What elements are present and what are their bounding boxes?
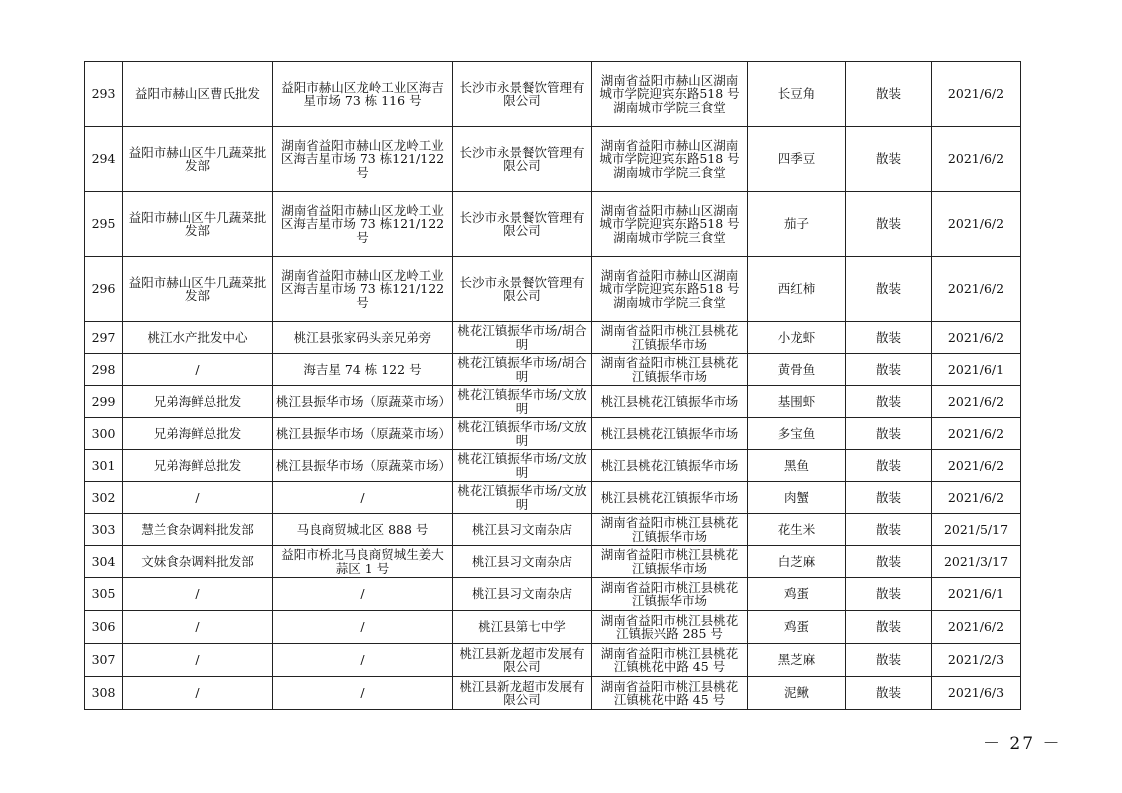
row-number-cell: 303 <box>85 514 123 546</box>
row-number-cell: 308 <box>85 677 123 710</box>
buyer-name-cell: 桃江县新龙超市发展有限公司 <box>453 644 592 677</box>
supplier-name-cell: 桃江水产批发中心 <box>123 322 273 354</box>
buyer-address-cell: 湖南省益阳市赫山区湖南城市学院迎宾东路518 号湖南城市学院三食堂 <box>592 127 748 192</box>
supplier-address-cell: 马良商贸城北区 888 号 <box>273 514 453 546</box>
table-row <box>85 514 1021 546</box>
row-number-cell: 293 <box>85 62 123 127</box>
date-cell: 2021/6/2 <box>932 611 1021 644</box>
product-name-cell: 白芝麻 <box>748 546 846 578</box>
page-number: － 27 － <box>983 734 1062 754</box>
supplier-address-cell: 桃江县张家码头亲兄弟旁 <box>273 322 453 354</box>
row-number-cell: 305 <box>85 578 123 611</box>
buyer-name-cell: 长沙市永景餐饮管理有限公司 <box>453 257 592 322</box>
row-number-cell: 294 <box>85 127 123 192</box>
table-row <box>85 677 1021 710</box>
table-row <box>85 354 1021 386</box>
package-type-cell: 散装 <box>846 257 932 322</box>
buyer-name-cell: 桃花江镇振华市场/文放明 <box>453 450 592 482</box>
table-row <box>85 546 1021 578</box>
supplier-name-cell: / <box>123 578 273 611</box>
buyer-address-cell: 湖南省益阳市桃江县桃花江镇振华市场 <box>592 514 748 546</box>
package-type-cell: 散装 <box>846 354 932 386</box>
package-type-cell: 散装 <box>846 482 932 514</box>
buyer-name-cell: 长沙市永景餐饮管理有限公司 <box>453 192 592 257</box>
table-row <box>85 386 1021 418</box>
package-type-cell: 散装 <box>846 644 932 677</box>
product-name-cell: 西红柿 <box>748 257 846 322</box>
buyer-address-cell: 湖南省益阳市桃江县桃花江镇振华市场 <box>592 546 748 578</box>
table-row <box>85 482 1021 514</box>
date-cell: 2021/6/1 <box>932 578 1021 611</box>
supplier-name-cell: 益阳市赫山区曹氏批发 <box>123 62 273 127</box>
product-name-cell: 泥鳅 <box>748 677 846 710</box>
table-row <box>85 62 1021 127</box>
package-type-cell: 散装 <box>846 450 932 482</box>
supplier-address-cell: 益阳市赫山区龙岭工业区海吉星市场 73 栋 116 号 <box>273 62 453 127</box>
supplier-address-cell: 海吉星 74 栋 122 号 <box>273 354 453 386</box>
product-name-cell: 鸡蛋 <box>748 611 846 644</box>
table-row <box>85 127 1021 192</box>
buyer-name-cell: 桃花江镇振华市场/文放明 <box>453 386 592 418</box>
table-row <box>85 257 1021 322</box>
date-cell: 2021/6/2 <box>932 482 1021 514</box>
package-type-cell: 散装 <box>846 386 932 418</box>
table-row <box>85 418 1021 450</box>
buyer-address-cell: 湖南省益阳市桃江县桃花江镇桃花中路 45 号 <box>592 644 748 677</box>
product-name-cell: 黑芝麻 <box>748 644 846 677</box>
supplier-address-cell: 湖南省益阳市赫山区龙岭工业区海吉星市场 73 栋121/122 号 <box>273 192 453 257</box>
buyer-name-cell: 长沙市永景餐饮管理有限公司 <box>453 62 592 127</box>
supplier-address-cell: 湖南省益阳市赫山区龙岭工业区海吉星市场 73 栋121/122 号 <box>273 127 453 192</box>
product-name-cell: 黑鱼 <box>748 450 846 482</box>
supplier-address-cell: 桃江县振华市场（原蔬菜市场） <box>273 418 453 450</box>
supplier-name-cell: / <box>123 482 273 514</box>
row-number-cell: 307 <box>85 644 123 677</box>
supplier-address-cell: / <box>273 611 453 644</box>
supplier-name-cell: / <box>123 611 273 644</box>
buyer-address-cell: 湖南省益阳市桃江县桃花江镇桃花中路 45 号 <box>592 677 748 710</box>
package-type-cell: 散装 <box>846 127 932 192</box>
row-number-cell: 304 <box>85 546 123 578</box>
product-name-cell: 黄骨鱼 <box>748 354 846 386</box>
product-name-cell: 肉蟹 <box>748 482 846 514</box>
table-row <box>85 644 1021 677</box>
row-number-cell: 299 <box>85 386 123 418</box>
buyer-address-cell: 湖南省益阳市赫山区湖南城市学院迎宾东路518 号湖南城市学院三食堂 <box>592 257 748 322</box>
product-name-cell: 花生米 <box>748 514 846 546</box>
date-cell: 2021/6/1 <box>932 354 1021 386</box>
row-number-cell: 295 <box>85 192 123 257</box>
data-table <box>84 61 1021 710</box>
date-cell: 2021/6/2 <box>932 386 1021 418</box>
table-row <box>85 578 1021 611</box>
package-type-cell: 散装 <box>846 322 932 354</box>
supplier-name-cell: / <box>123 644 273 677</box>
supplier-name-cell: / <box>123 354 273 386</box>
supplier-name-cell: 益阳市赫山区牛几蔬菜批发部 <box>123 192 273 257</box>
product-name-cell: 长豆角 <box>748 62 846 127</box>
buyer-address-cell: 湖南省益阳市桃江县桃花江镇振华市场 <box>592 322 748 354</box>
product-name-cell: 多宝鱼 <box>748 418 846 450</box>
table-row <box>85 322 1021 354</box>
table-row <box>85 192 1021 257</box>
row-number-cell: 302 <box>85 482 123 514</box>
supplier-address-cell: 益阳市桥北马良商贸城生姜大蒜区 1 号 <box>273 546 453 578</box>
row-number-cell: 297 <box>85 322 123 354</box>
buyer-address-cell: 桃江县桃花江镇振华市场 <box>592 450 748 482</box>
date-cell: 2021/6/2 <box>932 450 1021 482</box>
buyer-address-cell: 湖南省益阳市桃江县桃花江镇振华市场 <box>592 578 748 611</box>
buyer-name-cell: 桃江县新龙超市发展有限公司 <box>453 677 592 710</box>
date-cell: 2021/6/2 <box>932 127 1021 192</box>
supplier-name-cell: 益阳市赫山区牛几蔬菜批发部 <box>123 127 273 192</box>
buyer-name-cell: 桃花江镇振华市场/文放明 <box>453 482 592 514</box>
date-cell: 2021/6/2 <box>932 192 1021 257</box>
package-type-cell: 散装 <box>846 514 932 546</box>
supplier-address-cell: / <box>273 482 453 514</box>
product-name-cell: 小龙虾 <box>748 322 846 354</box>
row-number-cell: 298 <box>85 354 123 386</box>
supplier-address-cell: 桃江县振华市场（原蔬菜市场） <box>273 450 453 482</box>
package-type-cell: 散装 <box>846 677 932 710</box>
buyer-name-cell: 长沙市永景餐饮管理有限公司 <box>453 127 592 192</box>
package-type-cell: 散装 <box>846 192 932 257</box>
product-name-cell: 茄子 <box>748 192 846 257</box>
date-cell: 2021/6/2 <box>932 322 1021 354</box>
supplier-name-cell: / <box>123 677 273 710</box>
supplier-name-cell: 兄弟海鲜总批发 <box>123 386 273 418</box>
supplier-name-cell: 慧兰食杂调料批发部 <box>123 514 273 546</box>
supplier-name-cell: 文妹食杂调料批发部 <box>123 546 273 578</box>
buyer-address-cell: 湖南省益阳市桃江县桃花江镇振兴路 285 号 <box>592 611 748 644</box>
supplier-address-cell: / <box>273 578 453 611</box>
buyer-address-cell: 湖南省益阳市赫山区湖南城市学院迎宾东路518 号湖南城市学院三食堂 <box>592 192 748 257</box>
row-number-cell: 300 <box>85 418 123 450</box>
row-number-cell: 296 <box>85 257 123 322</box>
buyer-name-cell: 桃花江镇振华市场/胡合明 <box>453 354 592 386</box>
buyer-name-cell: 桃江县习文南杂店 <box>453 514 592 546</box>
supplier-address-cell: 湖南省益阳市赫山区龙岭工业区海吉星市场 73 栋121/122 号 <box>273 257 453 322</box>
date-cell: 2021/3/17 <box>932 546 1021 578</box>
product-name-cell: 基围虾 <box>748 386 846 418</box>
package-type-cell: 散装 <box>846 611 932 644</box>
supplier-address-cell: 桃江县振华市场（原蔬菜市场） <box>273 386 453 418</box>
buyer-name-cell: 桃花江镇振华市场/文放明 <box>453 418 592 450</box>
date-cell: 2021/6/3 <box>932 677 1021 710</box>
buyer-address-cell: 湖南省益阳市赫山区湖南城市学院迎宾东路518 号湖南城市学院三食堂 <box>592 62 748 127</box>
supplier-name-cell: 兄弟海鲜总批发 <box>123 450 273 482</box>
supplier-address-cell: / <box>273 644 453 677</box>
date-cell: 2021/2/3 <box>932 644 1021 677</box>
buyer-address-cell: 桃江县桃花江镇振华市场 <box>592 482 748 514</box>
table-row <box>85 611 1021 644</box>
table-body <box>85 62 1021 710</box>
supplier-name-cell: 益阳市赫山区牛几蔬菜批发部 <box>123 257 273 322</box>
product-name-cell: 四季豆 <box>748 127 846 192</box>
table-row <box>85 450 1021 482</box>
package-type-cell: 散装 <box>846 578 932 611</box>
buyer-address-cell: 湖南省益阳市桃江县桃花江镇振华市场 <box>592 354 748 386</box>
package-type-cell: 散装 <box>846 546 932 578</box>
buyer-name-cell: 桃江县习文南杂店 <box>453 578 592 611</box>
package-type-cell: 散装 <box>846 418 932 450</box>
supplier-address-cell: / <box>273 677 453 710</box>
buyer-address-cell: 桃江县桃花江镇振华市场 <box>592 386 748 418</box>
date-cell: 2021/5/17 <box>932 514 1021 546</box>
buyer-name-cell: 桃江县习文南杂店 <box>453 546 592 578</box>
product-name-cell: 鸡蛋 <box>748 578 846 611</box>
buyer-address-cell: 桃江县桃花江镇振华市场 <box>592 418 748 450</box>
supplier-name-cell: 兄弟海鲜总批发 <box>123 418 273 450</box>
date-cell: 2021/6/2 <box>932 257 1021 322</box>
row-number-cell: 306 <box>85 611 123 644</box>
buyer-name-cell: 桃花江镇振华市场/胡合明 <box>453 322 592 354</box>
date-cell: 2021/6/2 <box>932 62 1021 127</box>
row-number-cell: 301 <box>85 450 123 482</box>
date-cell: 2021/6/2 <box>932 418 1021 450</box>
package-type-cell: 散装 <box>846 62 932 127</box>
buyer-name-cell: 桃江县第七中学 <box>453 611 592 644</box>
